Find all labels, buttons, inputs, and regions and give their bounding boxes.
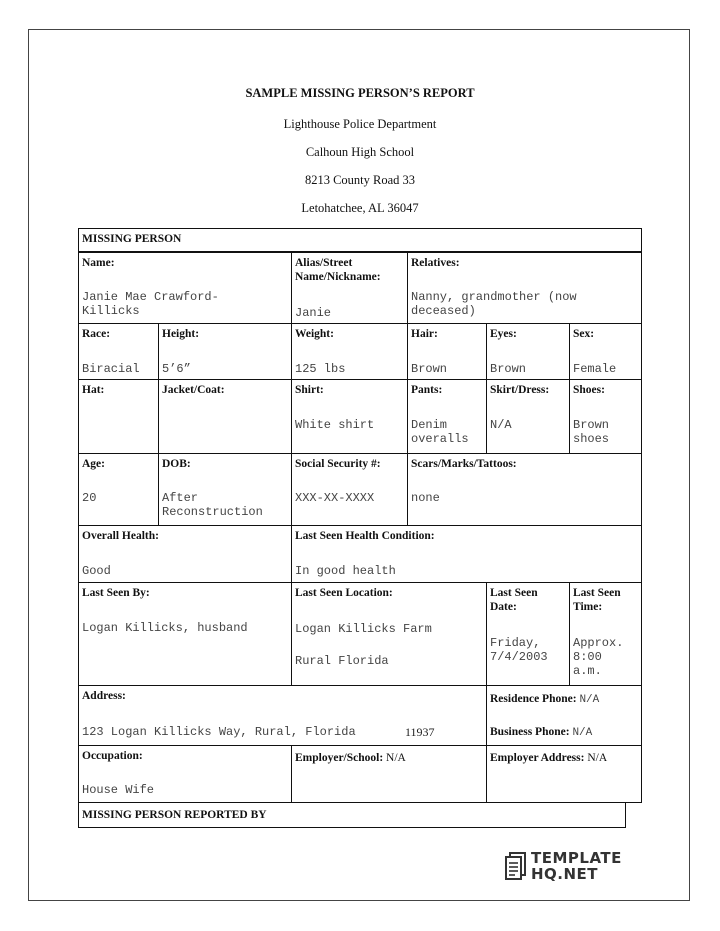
shoes-cell bbox=[569, 379, 642, 454]
skirt-value: N/A bbox=[490, 418, 512, 432]
race-value: Biracial bbox=[82, 362, 140, 376]
address-cell bbox=[78, 685, 487, 746]
last-seen-location-cell bbox=[291, 582, 487, 686]
residence-phone bbox=[490, 693, 599, 706]
street-line: 8213 County Road 33 bbox=[304, 173, 416, 187]
ssn-label: Social Security #: bbox=[295, 458, 381, 470]
height-value: 5’6” bbox=[162, 362, 191, 376]
employer-address bbox=[490, 752, 607, 764]
relatives-value: Nanny, grandmother (now deceased) bbox=[411, 290, 577, 318]
document-icon bbox=[505, 852, 527, 882]
last-seen-date-label: Last Seen Date: bbox=[490, 587, 538, 613]
pants-label: Pants: bbox=[411, 384, 443, 396]
section-reported-by bbox=[78, 802, 626, 828]
occupation-value: House Wife bbox=[82, 783, 155, 797]
last-seen-date-cell bbox=[486, 582, 570, 686]
age-value: 20 bbox=[82, 491, 97, 505]
shirt-label: Shirt: bbox=[295, 384, 324, 396]
last-seen-by-value: Logan Killicks, husband bbox=[82, 621, 248, 635]
shoes-value: Brown shoes bbox=[573, 418, 610, 446]
employer-address-cell bbox=[486, 745, 642, 803]
ssn-cell bbox=[291, 453, 408, 526]
eyes-value: Brown bbox=[490, 362, 527, 376]
name-label: Name: bbox=[82, 257, 115, 269]
name-value: Janie Mae Crawford- Killicks bbox=[82, 290, 219, 318]
business-phone-label: Business Phone: bbox=[490, 726, 570, 738]
school-line: Calhoun High School bbox=[305, 145, 415, 159]
report-title: SAMPLE MISSING PERSON’S REPORT bbox=[245, 86, 475, 100]
scars-value: none bbox=[411, 491, 440, 505]
overall-health-cell bbox=[78, 525, 292, 583]
dob-label: DOB: bbox=[162, 458, 191, 470]
last-seen-time-label: Last Seen Time: bbox=[573, 587, 621, 613]
relatives-cell bbox=[407, 252, 642, 324]
section-missing-person bbox=[78, 228, 642, 252]
last-seen-health-value: In good health bbox=[295, 564, 396, 578]
business-phone bbox=[490, 726, 592, 739]
employer-address-label: Employer Address: bbox=[490, 752, 585, 764]
alias-value: Janie bbox=[295, 306, 332, 320]
age-label: Age: bbox=[82, 458, 105, 470]
address-zip: 11937 bbox=[405, 725, 435, 739]
sex-label: Sex: bbox=[573, 328, 595, 340]
logo-line2: HQ.NET bbox=[531, 865, 599, 883]
skirt-cell bbox=[486, 379, 570, 454]
jacket-cell bbox=[158, 379, 292, 454]
skirt-label: Skirt/Dress: bbox=[490, 384, 550, 396]
dob-value: After Reconstruction bbox=[162, 491, 263, 519]
age-cell bbox=[78, 453, 159, 526]
alias-label: Alias/Street Name/Nickname: bbox=[295, 257, 381, 283]
last-seen-health-label: Last Seen Health Condition: bbox=[295, 530, 435, 542]
height-cell bbox=[158, 323, 292, 380]
city-line: Letohatchee, AL 36047 bbox=[301, 201, 419, 215]
last-seen-time-value: Approx. 8:00 a.m. bbox=[573, 636, 624, 678]
hat-label: Hat: bbox=[82, 384, 105, 396]
shirt-cell bbox=[291, 379, 408, 454]
employer-address-value: N/A bbox=[587, 752, 608, 764]
last-seen-health-cell bbox=[291, 525, 642, 583]
ssn-value: XXX-XX-XXXX bbox=[295, 491, 375, 505]
employer-school-label: Employer/School: bbox=[295, 752, 384, 764]
last-seen-by-cell bbox=[78, 582, 292, 686]
occupation-label: Occupation: bbox=[82, 750, 143, 762]
employer-school bbox=[295, 752, 406, 764]
last-seen-time-cell bbox=[569, 582, 642, 686]
logo-text bbox=[531, 850, 622, 882]
address-label: Address: bbox=[82, 690, 126, 702]
scars-cell bbox=[407, 453, 642, 526]
height-label: Height: bbox=[162, 328, 200, 340]
employer-school-cell bbox=[291, 745, 487, 803]
residence-phone-label: Residence Phone: bbox=[490, 693, 577, 705]
hair-label: Hair: bbox=[411, 328, 438, 340]
occupation-cell bbox=[78, 745, 292, 803]
last-seen-location-value: Logan Killicks Farm Rural Florida bbox=[295, 622, 432, 668]
name-cell bbox=[78, 252, 292, 324]
hair-cell bbox=[407, 323, 487, 380]
eyes-cell bbox=[486, 323, 570, 380]
race-label: Race: bbox=[82, 328, 111, 340]
department-line: Lighthouse Police Department bbox=[283, 117, 437, 131]
section-missing-label: MISSING PERSON bbox=[82, 233, 182, 245]
overall-health-label: Overall Health: bbox=[82, 530, 159, 542]
section-reported-label: MISSING PERSON REPORTED BY bbox=[82, 809, 267, 821]
weight-value: 125 lbs bbox=[295, 362, 346, 376]
address-value: 123 Logan Killicks Way, Rural, Florida bbox=[82, 725, 356, 739]
last-seen-date-value: Friday, 7/4/2003 bbox=[490, 636, 548, 664]
last-seen-location-label: Last Seen Location: bbox=[295, 587, 393, 599]
last-seen-by-label: Last Seen By: bbox=[82, 587, 150, 599]
overall-health-value: Good bbox=[82, 564, 111, 578]
eyes-label: Eyes: bbox=[490, 328, 517, 340]
weight-cell bbox=[291, 323, 408, 380]
hat-cell bbox=[78, 379, 159, 454]
pants-value: Denim overalls bbox=[411, 418, 469, 446]
race-cell bbox=[78, 323, 159, 380]
scars-label: Scars/Marks/Tattoos: bbox=[411, 458, 517, 470]
dob-cell bbox=[158, 453, 292, 526]
jacket-label: Jacket/Coat: bbox=[162, 384, 225, 396]
hair-value: Brown bbox=[411, 362, 448, 376]
sex-cell bbox=[569, 323, 642, 380]
sex-value: Female bbox=[573, 362, 617, 376]
templatehq-logo bbox=[505, 848, 635, 886]
shirt-value: White shirt bbox=[295, 418, 375, 432]
relatives-label: Relatives: bbox=[411, 257, 460, 269]
alias-cell bbox=[291, 252, 408, 324]
employer-school-value: N/A bbox=[386, 752, 406, 764]
pants-cell bbox=[407, 379, 487, 454]
logo-line1: TEMPLATE bbox=[531, 849, 622, 867]
shoes-label: Shoes: bbox=[573, 384, 605, 396]
weight-label: Weight: bbox=[295, 328, 334, 340]
residence-phone-value: N/A bbox=[579, 694, 600, 706]
business-phone-value: N/A bbox=[572, 727, 593, 739]
phones-cell bbox=[486, 685, 642, 746]
